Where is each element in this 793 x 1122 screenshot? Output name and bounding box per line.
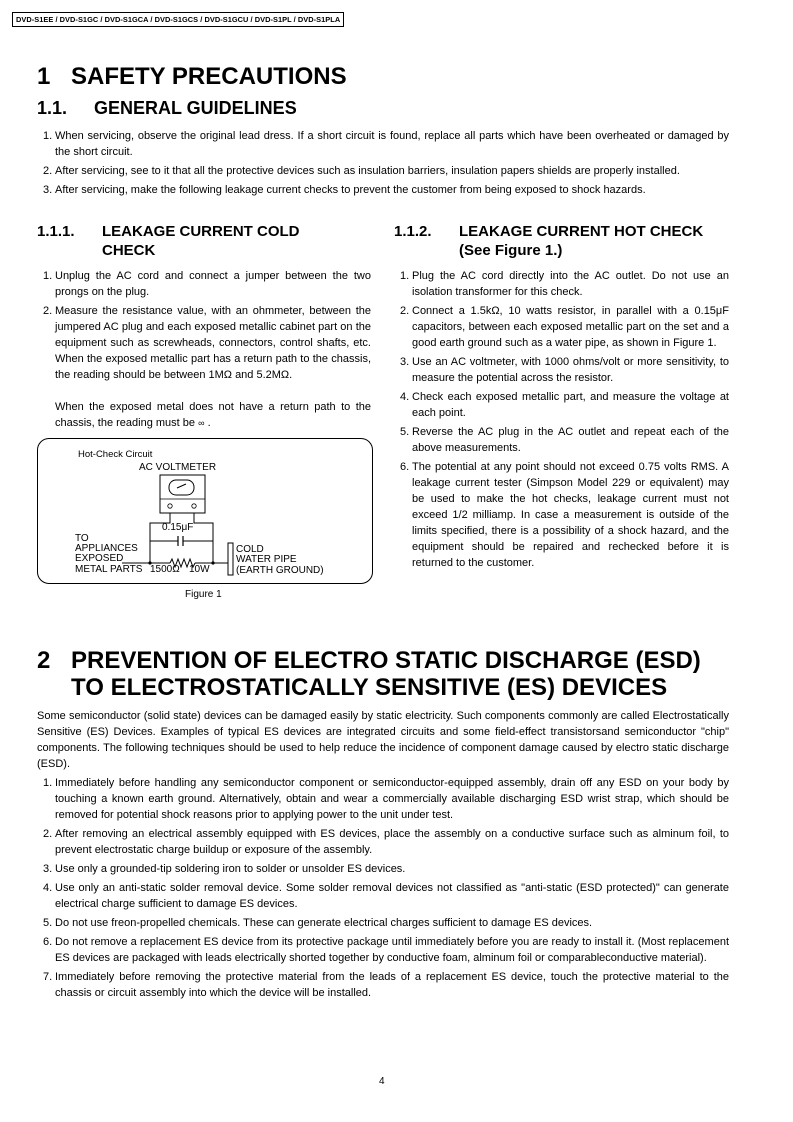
item-number: 3. <box>400 356 410 368</box>
right-label-water-pipe: WATER PIPE <box>236 554 297 565</box>
list-item <box>37 163 729 179</box>
left-label-appliances: APPLIANCES <box>75 543 138 554</box>
cold-check-list <box>37 268 371 383</box>
hot-check-list <box>394 268 729 571</box>
list-item <box>37 303 371 383</box>
cold-check-title-line2: CHECK <box>102 242 156 259</box>
list-item <box>37 861 729 877</box>
voltmeter-needle <box>177 484 186 488</box>
infinity-symbol: ∞ <box>198 418 205 428</box>
general-guidelines-list <box>37 128 729 198</box>
item-text: Do not use freon-propelled chemicals. These can generate electrical charges sufficient to damage ES devices. <box>55 917 593 929</box>
item-number: 5. <box>400 426 410 438</box>
voltmeter-label: AC VOLTMETER <box>139 462 217 473</box>
cold-check-heading <box>37 222 371 262</box>
section-2-title-line2: TO ELECTROSTATICALLY SENSITIVE (ES) DEVICES <box>71 674 668 701</box>
item-text: Reverse the AC plug in the AC outlet and repeat each of the above measurements. <box>412 426 729 454</box>
item-text: When servicing, observe the original lead dress. If a short circuit is found, replace all parts which have been overheated or damaged by the short circuit. <box>55 130 729 158</box>
item-number: 3. <box>43 863 53 875</box>
item-text: Immediately before removing the protective material from the leads of a replacement ES device, touch the protective material to the chassis or circuit assembly into which the device will be installed. <box>55 971 729 999</box>
item-number: 2. <box>43 828 53 840</box>
hot-check-title-line1: LEAKAGE CURRENT HOT CHECK <box>459 223 704 240</box>
water-pipe <box>228 543 233 575</box>
figure-title: Hot-Check Circuit <box>78 449 153 460</box>
item-text: After removing an electrical assembly equipped with ES devices, place the assembly on a conductive surface such as alminum foil, to prevent electrostatic charge buildup or exposure of the assembly. <box>55 828 729 856</box>
item-number: 2. <box>400 305 410 317</box>
item-text: Use only an anti-static solder removal device. Some solder removal devices not classified as "anti-static (ESD protected)" can generate electrical charge sufficient to damage ES devices. <box>55 882 729 910</box>
section-2-title-line1: PREVENTION OF ELECTRO STATIC DISCHARGE (ESD) <box>71 647 701 674</box>
list-item <box>37 775 729 823</box>
hot-check-circuit-diagram <box>38 439 372 583</box>
voltmeter-dial <box>169 480 194 495</box>
esd-intro: Some semiconductor (solid state) devices can be damaged easily by static electricity. Such components commonly are called Electrostatically Sensitive (ES) Devices. Examples of typical ES devices are integrated circuits and some field-effect transistorsand semiconductor "chip" components. The following techniques should be used to help reduce the incidence of component damage caused by electro static discharge (ESD). <box>37 710 729 770</box>
hot-check-number: 1.1.2. <box>394 223 432 240</box>
item-number: 6. <box>400 461 410 473</box>
item-text: After servicing, make the following leakage current checks to prevent the customer from being exposed to shock hazards. <box>55 184 646 196</box>
list-item <box>394 354 729 386</box>
figure-caption: Figure 1 <box>185 589 222 600</box>
note-end: . <box>207 417 211 429</box>
cold-check-note <box>55 399 371 431</box>
voltmeter-body <box>160 475 205 513</box>
note-text: When the exposed metal does not have a return path to the chassis, the reading must be <box>55 401 371 429</box>
list-item <box>37 268 371 300</box>
voltmeter-terminal-left <box>168 504 172 508</box>
list-item <box>37 826 729 858</box>
list-item <box>394 268 729 300</box>
item-number: 6. <box>43 936 53 948</box>
item-text: Check each exposed metallic part, and measure the voltage at each point. <box>412 391 729 419</box>
left-label-metal-parts: METAL PARTS <box>75 564 143 575</box>
item-number: 1. <box>400 270 410 282</box>
model-header: DVD-S1EE / DVD-S1GC / DVD-S1GCA / DVD-S1GCS / DVD-S1GCU / DVD-S1PL / DVD-S1PLA <box>12 12 344 27</box>
lead-left <box>150 513 170 563</box>
item-text: The potential at any point should not exceed 0.75 volts RMS. A leakage current tester (Simpson Model 229 or equivalent) may be used to make the hot checks, leakage current must not exceed 1/2 milliamp. In case a measurement is outside of the limits specified, there is a possibility of a shock hazard, and the equipment should be repaired and rechecked before it is returned to the customer. <box>412 461 729 569</box>
item-text: Unplug the AC cord and connect a jumper between the two prongs on the plug. <box>55 270 371 298</box>
list-item <box>394 459 729 571</box>
voltmeter-terminal-right <box>192 504 196 508</box>
item-text: Do not remove a replacement ES device from its protective package until immediately before you are ready to install it. (Most replacement ES devices are packaged with leads electrically shorted together by conductive foam, alminum foil or comparableconductive material). <box>55 936 729 964</box>
section-2-number: 2 <box>37 647 51 674</box>
list-item <box>394 303 729 351</box>
item-number: 3. <box>43 184 53 196</box>
section-1-title: SAFETY PRECAUTIONS <box>71 63 347 90</box>
cold-check-title-line1: LEAKAGE CURRENT COLD <box>102 223 300 240</box>
section-1-1-number: 1.1. <box>37 98 68 118</box>
list-item <box>37 182 729 198</box>
hot-check-heading <box>394 222 729 262</box>
list-item <box>37 934 729 966</box>
list-item <box>394 424 729 456</box>
list-item <box>37 880 729 912</box>
resistor-label-ohms: 1500Ω <box>150 564 180 575</box>
list-item <box>37 915 729 931</box>
item-number: 1. <box>43 777 53 789</box>
list-item <box>37 969 729 1001</box>
page-number: 4 <box>379 1076 385 1087</box>
section-1-1-title: GENERAL GUIDELINES <box>94 98 297 118</box>
section-2-heading <box>37 647 701 701</box>
item-text: Measure the resistance value, with an ohmmeter, between the jumpered AC plug and each exposed metallic cabinet part on the equipment such as screwheads, connectors, control shafts, etc. When the exposed metallic part has a return path to the chassis, the reading should be between 1MΩ and 5.2MΩ. <box>55 305 371 381</box>
list-item <box>394 389 729 421</box>
left-label-exposed: EXPOSED <box>75 553 124 564</box>
item-text: Connect a 1.5kΩ, 10 watts resistor, in parallel with a 0.15μF capacitors, between each exposed metallic part on the set and a good earth ground such as a water pipe, as shown in Figure 1. <box>412 305 729 349</box>
item-number: 2. <box>43 165 53 177</box>
item-number: 4. <box>400 391 410 403</box>
item-text: After servicing, see to it that all the protective devices such as insulation barriers, insulation papers shields are properly installed. <box>55 165 680 177</box>
esd-techniques-list <box>37 775 729 1001</box>
junction-right <box>211 561 214 564</box>
item-text: Use an AC voltmeter, with 1000 ohms/volt or more sensitivity, to measure the potential across the resistor. <box>412 356 729 384</box>
item-number: 5. <box>43 917 53 929</box>
lead-right <box>194 513 213 563</box>
hot-check-circuit-figure <box>37 438 373 584</box>
left-label-to: TO <box>75 533 89 544</box>
item-number: 4. <box>43 882 53 894</box>
hot-check-title-line2: (See Figure 1.) <box>459 242 563 259</box>
item-text: Use only a grounded-tip soldering iron to solder or unsolder ES devices. <box>55 863 406 875</box>
item-number: 1. <box>43 130 53 142</box>
right-label-cold: COLD <box>236 544 264 555</box>
section-1-heading <box>37 63 347 91</box>
item-text: Immediately before handling any semiconductor component or semiconductor-equipped assembly, drain off any ESD on your body by touching a known earth ground. Alternatively, obtain and wear a commercially available discharging ESD wrist strap, which should be removed for potential shock reasons prior to applying power to the unit under test. <box>55 777 729 821</box>
resistor-label-watts: 10W <box>189 564 210 575</box>
list-item <box>37 128 729 160</box>
capacitor-label: 0.15μF <box>162 522 194 533</box>
item-text: Plug the AC cord directly into the AC outlet. Do not use an isolation transformer for this check. <box>412 270 729 298</box>
section-1-number: 1 <box>37 63 51 90</box>
right-label-earth-ground: (EARTH GROUND) <box>236 565 324 576</box>
item-number: 7. <box>43 971 53 983</box>
item-number: 1. <box>43 270 53 282</box>
item-number: 2. <box>43 305 53 317</box>
cold-check-number: 1.1.1. <box>37 223 75 240</box>
section-1-1-heading <box>37 98 297 119</box>
